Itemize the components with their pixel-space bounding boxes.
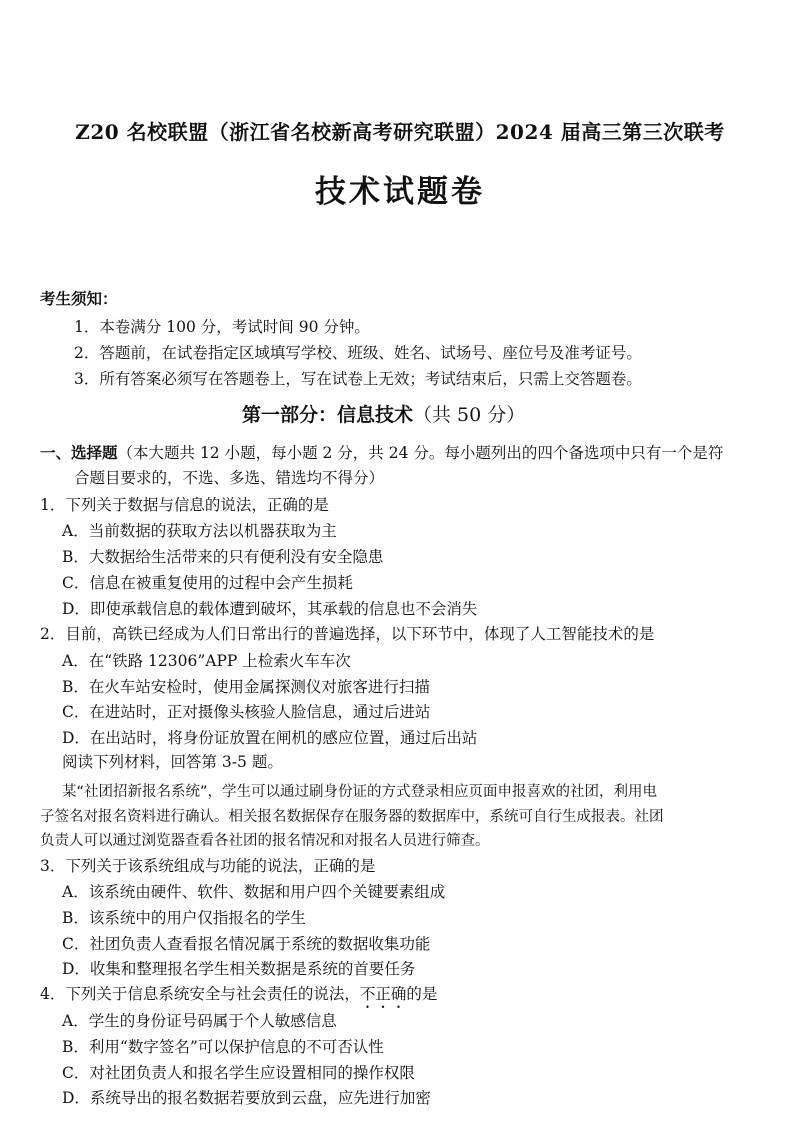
question-4-stem <box>40 983 437 1012</box>
question-2-stem: 2．目前，高铁已经成为人们日常出行的普遍选择，以下环节中，体现了人工智能技术的是 <box>40 625 655 643</box>
question-4-stem-emphasis: 不正确 <box>359 985 407 1003</box>
part1-title-score: （共 50 分） <box>413 404 526 426</box>
question-1-option-a: A．当前数据的获取方法以机器获取为主 <box>62 522 337 540</box>
question-1-stem: 1．下列关于数据与信息的说法，正确的是 <box>40 496 329 514</box>
question-3-option-c: C．社团负责人查看报名情况属于系统的数据收集功能 <box>62 935 431 953</box>
question-4-option-d: D．系统导出的报名数据若要放到云盘，应先进行加密 <box>62 1089 431 1107</box>
question-2-option-b: B．在火车站安检时，使用金属探测仪对旅客进行扫描 <box>62 678 430 696</box>
reading-intro: 阅读下列材料，回答第 3-5 题。 <box>62 753 283 771</box>
exam-title: Z20 名校联盟（浙江省名校新高考研究联盟）2024 届高三第三次联考 <box>75 120 725 144</box>
question-1-option-d: D．即使承载信息的载体遭到破坏，其承载的信息也不会消失 <box>62 600 478 618</box>
question-2-option-a: A．在“铁路 12306”APP 上检索火车车次 <box>62 652 351 670</box>
question-3-stem: 3．下列关于该系统组成与功能的说法，正确的是 <box>40 857 376 875</box>
section1-line1 <box>40 442 723 464</box>
material-line-2: 子签名对报名资料进行确认。相关报名数据保存在服务器的数据库中，系统可自行生成报表。社团 <box>40 809 664 825</box>
question-1-option-b: B．大数据给生活带来的只有便利没有安全隐患 <box>62 548 384 566</box>
section1-label: 一、选择题 <box>40 443 118 462</box>
part1-title-main: 第一部分：信息技术 <box>242 404 414 426</box>
question-4-stem-before: 4．下列关于信息系统安全与社会责任的说法， <box>40 985 360 1003</box>
question-1-option-c: C．信息在被重复使用的过程中会产生损耗 <box>62 574 353 592</box>
question-4-stem-after: 的是 <box>406 985 438 1003</box>
question-4-option-b: B．利用“数字签名”可以保护信息的不可否认性 <box>62 1038 384 1056</box>
question-2-option-d: D．在出站时，将身份证放置在闸机的感应位置，通过后出站 <box>62 729 478 747</box>
question-3-option-a: A．该系统由硬件、软件、数据和用户四个关键要素组成 <box>62 883 446 901</box>
notice-item-3: 3．所有答案必须写在答题卷上，写在试卷上无效；考试结束后，只需上交答题卷。 <box>74 370 642 388</box>
notice-heading: 考生须知： <box>40 289 118 308</box>
notice-item-2: 2．答题前，在试卷指定区域填写学校、班级、姓名、试场号、座位号及准考证号。 <box>74 344 642 362</box>
section1-desc-2: 合题目要求的，不选、多选、错选均不得分） <box>74 469 385 487</box>
material-line-1: 某“社团招新报名系统”，学生可以通过刷身份证的方式登录相应页面申报喜欢的社团，利用电 <box>62 784 658 800</box>
section1-desc-1: （本大题共 12 小题，每小题 2 分，共 24 分。每小题列出的四个备选项中只有一个是符 <box>117 444 724 462</box>
question-3-option-d: D．收集和整理报名学生相关数据是系统的首要任务 <box>62 960 416 978</box>
question-3-option-b: B．该系统中的用户仅指报名的学生 <box>62 909 306 927</box>
part1-title <box>242 402 525 428</box>
question-4-option-c: C．对社团负责人和报名学生应设置相同的操作权限 <box>62 1064 415 1082</box>
question-4-option-a: A．学生的身份证号码属于个人敏感信息 <box>62 1012 337 1030</box>
question-2-option-c: C．在进站时，正对摄像头核验人脸信息，通过后进站 <box>62 703 431 721</box>
material-line-3: 负责人可以通过浏览器查看各社团的报名情况和对报名人员进行筛查。 <box>40 833 490 849</box>
notice-item-1: 1．本卷满分 100 分，考试时间 90 分钟。 <box>74 318 370 336</box>
subject-title: 技术试题卷 <box>315 174 485 210</box>
